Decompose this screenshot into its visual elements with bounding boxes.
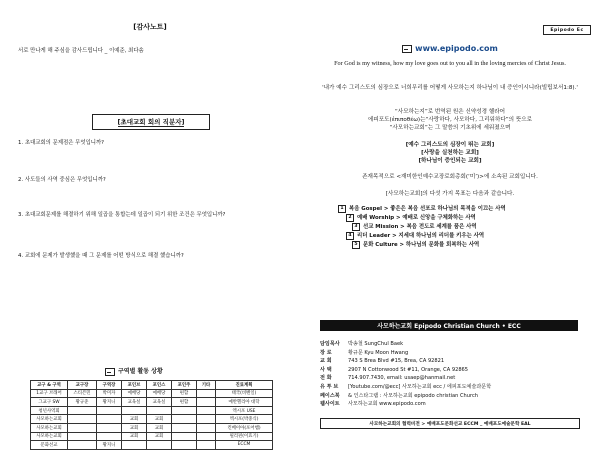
- table-cell: [172, 415, 197, 424]
- table-cell: [172, 432, 197, 441]
- info-key: 사 택: [320, 366, 332, 373]
- table-cell: [97, 423, 122, 432]
- col-header: 포인브: [122, 381, 147, 390]
- number-5-icon: 5: [352, 241, 360, 249]
- info-value[interactable]: 714.907.7430, email: usaep@hanmail.net: [348, 375, 456, 382]
- table-cell: [97, 406, 122, 415]
- info-row: [320, 400, 580, 409]
- table-cell: 예배당: [147, 389, 172, 398]
- table-cell: 필리핀(이효기): [216, 432, 273, 441]
- table-cell: 황지니: [97, 398, 122, 407]
- info-key: 페이스북: [320, 392, 340, 399]
- goal-item: [346, 213, 476, 222]
- table-cell: 엑시포 USE: [216, 406, 273, 415]
- col-header: 포인주: [172, 381, 197, 390]
- table-cell: 박미자: [97, 389, 122, 398]
- table-cell: [197, 406, 216, 415]
- explain-1: “사모하는지”로 번역된 원은 신약성경 헬라어: [394, 109, 506, 115]
- table-row: [31, 441, 273, 450]
- motto-2: [사랑을 실천하는 교회]: [421, 150, 479, 156]
- info-row: [320, 357, 580, 366]
- question-4: 4. 교회에 문제가 발생했을 때 그 문제를 어떤 방식으로 해결 했습니까?: [18, 253, 184, 259]
- info-value: 황규문 Kyu Moon Hwang: [348, 349, 409, 356]
- table-cell: [197, 389, 216, 398]
- table-cell: 1교구 브래어: [31, 389, 68, 398]
- right-page: [300, 0, 600, 464]
- info-value: & 인스타그램 : 사모하는교회 epipodo christian Church: [348, 392, 478, 399]
- goal-item: [346, 231, 484, 240]
- table-cell: 교회: [122, 423, 147, 432]
- col-header: 진료계획: [216, 381, 273, 390]
- question-3: 3. 초대교회문제를 해결하기 위해 일곱을 통합는데 일곱이 되기 위한 조건은 무엇입니까?: [18, 212, 226, 218]
- website-title-row: [300, 44, 600, 53]
- info-row: [320, 374, 580, 383]
- info-value: [Youtube.com/@ecc] 사모하는교회 ecc / 에피포도예술과문학: [348, 383, 492, 390]
- info-key: 전 화: [320, 375, 332, 382]
- website-link[interactable]: www.epipodo.com: [415, 44, 498, 53]
- goal-text: 문화 Culture > 하나님의 문화를 회복하는 사역: [363, 242, 480, 248]
- goal-text: 예배 Worship > 예배로 신앙을 구체화하는 사역: [357, 215, 476, 221]
- table-row: [31, 415, 273, 424]
- table-row: [31, 389, 273, 398]
- number-3-icon: 3: [352, 223, 360, 231]
- table-cell: 편합: [172, 389, 197, 398]
- table-cell: ECCM: [216, 441, 273, 450]
- col-header: 교구장: [68, 381, 97, 390]
- church-info: [320, 340, 580, 409]
- question-2: 2. 사도들의 사역 중심은 무엇입니까?: [18, 177, 106, 183]
- goal-text: 복음 Gospel > 좋은은 복음 선포로 하나님의 목적을 이끄는 사역: [349, 206, 506, 212]
- table-cell: [147, 406, 172, 415]
- number-1-icon: 1: [338, 205, 346, 213]
- explain-2: 에피포도(ἐπιποθέω)는“사랑하다, 사모하다, 그리워하다”의 뜻으로: [367, 117, 533, 123]
- info-key: 유 투 브: [320, 383, 339, 390]
- table-cell: 편합: [172, 398, 197, 407]
- five-goals-intro: [사모하는교회]의 다섯 가지 목표는 다음과 같습니다.: [385, 191, 515, 197]
- table-cell: 사모하는교회: [31, 415, 68, 424]
- verse-english: For God is my witness, how my love goes out to you all in the loving mercies of Christ Jesus.: [334, 60, 566, 67]
- table-cell: [197, 441, 216, 450]
- info-key: 교 회: [320, 358, 332, 365]
- table-cell: 그교구 SW: [31, 398, 68, 407]
- table-cell: [197, 432, 216, 441]
- info-value: 2907 N Cottonwood St #11, Orange, CA 92865: [348, 366, 469, 373]
- info-value: 743 S Brea Blvd #15, Brea, CA 92821: [348, 358, 445, 365]
- table-cell: [122, 441, 147, 450]
- info-row: [320, 349, 580, 358]
- table-cell: [172, 441, 197, 450]
- table-cell: [68, 432, 97, 441]
- church-name-banner: 사모하는교회 Epipodo Christian Church • ECC: [320, 320, 578, 331]
- col-header: 포인스: [147, 381, 172, 390]
- table-row: [31, 398, 273, 407]
- table-cell: [147, 441, 172, 450]
- table-cell: 교회: [147, 415, 172, 424]
- table-cell: 사모하는교회: [31, 432, 68, 441]
- table-cell: 킨베이아(포어햄): [216, 423, 273, 432]
- explain-3: “사모하는교회”는 그 말씀의 기초위에 세워졌으며: [389, 125, 511, 131]
- goal-text: 선교 Mission > 복음 전도로 세계를 품은 사역: [363, 224, 477, 230]
- section-title: [초대교회 회의 직분자]: [117, 117, 185, 126]
- table-row: [31, 406, 273, 415]
- table-cell: [68, 441, 97, 450]
- motto-1: [예수 그리스도의 심장이 뛰는 교회]: [405, 142, 495, 148]
- table-row: [31, 432, 273, 441]
- table-cell: 교육실: [122, 398, 147, 407]
- info-row: [320, 340, 580, 349]
- logo-stamp: Epipodo Ec: [543, 25, 591, 35]
- goal-item: [352, 222, 477, 231]
- verse-korean-text: '내가 예수 그리스도의 심장으로 너희무리를 어떻게 사모하는지 하나님이 내 증인이시니라(빌립보서1:8).': [322, 85, 578, 91]
- table-cell: [122, 406, 147, 415]
- table-cell: 문화선교: [31, 441, 68, 450]
- activity-title-row: [105, 366, 163, 376]
- note-icon: [402, 45, 412, 53]
- note-icon: [105, 368, 115, 376]
- number-4-icon: 4: [346, 232, 354, 240]
- vision-footer: 사모하는교회의 협력비전 > 예배포도문화선교 ECCM _ 예배포도예술문학 EAL: [320, 418, 580, 429]
- info-key: 웹사이트: [320, 401, 340, 408]
- goal-item: [352, 240, 479, 249]
- table-cell: [172, 423, 197, 432]
- table-header-row: [31, 381, 273, 390]
- table-cell: [197, 398, 216, 407]
- activity-table: [30, 380, 273, 450]
- table-cell: [68, 423, 97, 432]
- table-cell: [197, 415, 216, 424]
- info-value[interactable]: 사모하는교회 www.epipodo.com: [348, 401, 426, 408]
- table-cell: 예반헬리아 대학: [216, 398, 273, 407]
- table-cell: 교육실: [147, 398, 172, 407]
- number-2-icon: 2: [346, 214, 354, 222]
- denomination-line: 존재목적으로 <재미한인예수교장로회총회(‘미’)>에 소속된 교회입니다.: [362, 174, 538, 180]
- info-key: 담임목사: [320, 341, 340, 347]
- table-cell: [68, 406, 97, 415]
- question-1: 1. 초대교회의 문제점은 무엇입니까?: [18, 140, 105, 146]
- table-cell: 엑시포(박중식): [216, 415, 273, 424]
- table-cell: 청년사역회: [31, 406, 68, 415]
- table-cell: [97, 415, 122, 424]
- table-cell: 교회: [122, 432, 147, 441]
- col-header: 교구 & 구역: [31, 381, 68, 390]
- table-cell: [97, 432, 122, 441]
- activity-title: 구역별 활동 상황: [118, 368, 163, 375]
- info-key: 장 로: [320, 349, 332, 356]
- col-header: 기타: [197, 381, 216, 390]
- table-cell: [68, 415, 97, 424]
- info-value: 박송철 SungChul Baek: [348, 341, 404, 347]
- goal-text: 리더 Leader > 지세대 하나님의 리더를 키우는 사역: [357, 233, 485, 239]
- table-cell: [172, 406, 197, 415]
- table-row: [31, 423, 273, 432]
- motto-3: [하나님이 증인되는 교회]: [418, 158, 482, 164]
- goal-item: [338, 204, 506, 213]
- thanks-note-text: 서로 만나게 해 주심을 감사드립니다 _ 이예준, 최다솜: [18, 48, 144, 54]
- col-header: 구역장: [97, 381, 122, 390]
- table-cell: [197, 423, 216, 432]
- info-row: [320, 383, 580, 392]
- table-cell: 태국(비벤일): [216, 389, 273, 398]
- table-cell: 황규준: [68, 398, 97, 407]
- section-title-box: [92, 114, 210, 130]
- info-row: [320, 392, 580, 401]
- table-cell: 사모하는교회: [31, 423, 68, 432]
- table-cell: 교회: [122, 415, 147, 424]
- info-row: [320, 366, 580, 375]
- table-cell: 예배당: [122, 389, 147, 398]
- verse-korean: [320, 84, 580, 92]
- table-cell: 스티븐민: [68, 389, 97, 398]
- thanks-note-title: [감사노트]: [133, 23, 167, 31]
- table-cell: 황지니: [97, 441, 122, 450]
- table-cell: 교회: [147, 432, 172, 441]
- table-cell: 교회: [147, 423, 172, 432]
